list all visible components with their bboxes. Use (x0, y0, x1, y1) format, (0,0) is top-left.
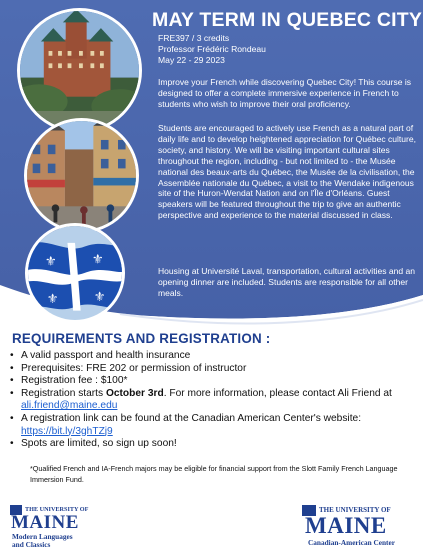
list-item (10, 438, 420, 451)
logo-maine-wordmark: MAINE (305, 513, 387, 538)
svg-text:⚜: ⚜ (46, 292, 59, 308)
quebec-flag-photo (25, 223, 125, 323)
requirement-fee: Registration fee : $100* (21, 375, 128, 387)
logo-university-line: THE UNIVERSITY OF (319, 506, 391, 514)
list-item (10, 363, 420, 376)
description-intro: Improve your French while discovering Quebec City! This course is designed to offer a complete immersive experience in French to students who wish to improve their oral proficiency. (158, 77, 412, 109)
registration-link[interactable]: https://bit.ly/3ghTZj9 (21, 425, 113, 437)
bullet-icon: • (10, 362, 14, 374)
bullet-icon: • (10, 438, 14, 450)
bullet-icon: • (10, 350, 14, 361)
requirements-heading: REQUIREMENTS AND REGISTRATION : (12, 331, 271, 346)
old-quebec-street-photo (24, 118, 139, 233)
registration-contact-text: . For more information, please contact Ali Friend at (163, 387, 392, 399)
svg-text:⚜: ⚜ (44, 254, 57, 270)
list-item (10, 350, 420, 363)
list-item (10, 375, 420, 388)
bullet-icon: • (10, 375, 14, 387)
chateau-frontenac-photo (17, 8, 142, 133)
list-item (10, 388, 420, 413)
registration-start-prefix: Registration starts (21, 387, 106, 399)
description-housing: Housing at Université Laval, transportation, cultural activities and an opening dinner are included. Students are responsible for all other meals. (158, 266, 416, 298)
bullet-icon: • (10, 412, 14, 424)
description-activities: Students are encouraged to actively use French as a natural part of daily life and to develop heightened appreciation for Québec culture, society, and history. We will be visiting important cultural sites throughout the region, including - but not limited to - the Musée national des beaux-arts du Québec, the Musée de la civilisation, the Assemblée nationale du Québec, a visit to the Wendake indigenous site of the Huron-Wendat Nation and on l'Île d'Orléans. Guest speakers will be featured throughout the trip to give an authentic perspective and experience to the material discussed in class. (158, 123, 417, 221)
logo-department-line-1: Modern Languages (12, 532, 73, 541)
logo-department-line-2: and Classics (12, 540, 51, 548)
registration-start-date: October 3rd (105, 387, 164, 399)
requirement-prerequisites: Prerequisites: FRE 202 or permission of instructor (21, 362, 247, 374)
logo-university-line: THE UNIVERSITY OF (25, 506, 89, 513)
registration-link-text: A registration link can be found at the Canadian American Center's website: (21, 412, 362, 424)
requirements-list (10, 350, 420, 451)
logo-maine-wordmark: MAINE (11, 512, 79, 533)
contact-email-link[interactable]: ali.friend@maine.edu (21, 400, 118, 412)
course-code: FRE397 / 3 credits (158, 33, 230, 43)
svg-text:⚜: ⚜ (91, 252, 104, 268)
bullet-icon: • (10, 387, 14, 399)
requirement-passport: A valid passport and health insurance (21, 350, 191, 361)
spots-limited-note: Spots are limited, so sign up soon! (21, 438, 177, 450)
logo-center-name: Canadian-American Center (308, 538, 395, 547)
professor-name: Professor Frédéric Rondeau (158, 43, 266, 54)
course-dates: May 22 - 29 2023 (158, 54, 225, 65)
page-title: MAY TERM IN QUEBEC CITY (152, 9, 423, 31)
list-item (10, 413, 420, 438)
financial-support-footnote: *Qualified French and IA-French majors may be eligible for financial support from the Slott Family French Language Immersion Fund. (30, 464, 398, 484)
svg-text:⚜: ⚜ (93, 290, 106, 306)
course-info (158, 33, 266, 65)
